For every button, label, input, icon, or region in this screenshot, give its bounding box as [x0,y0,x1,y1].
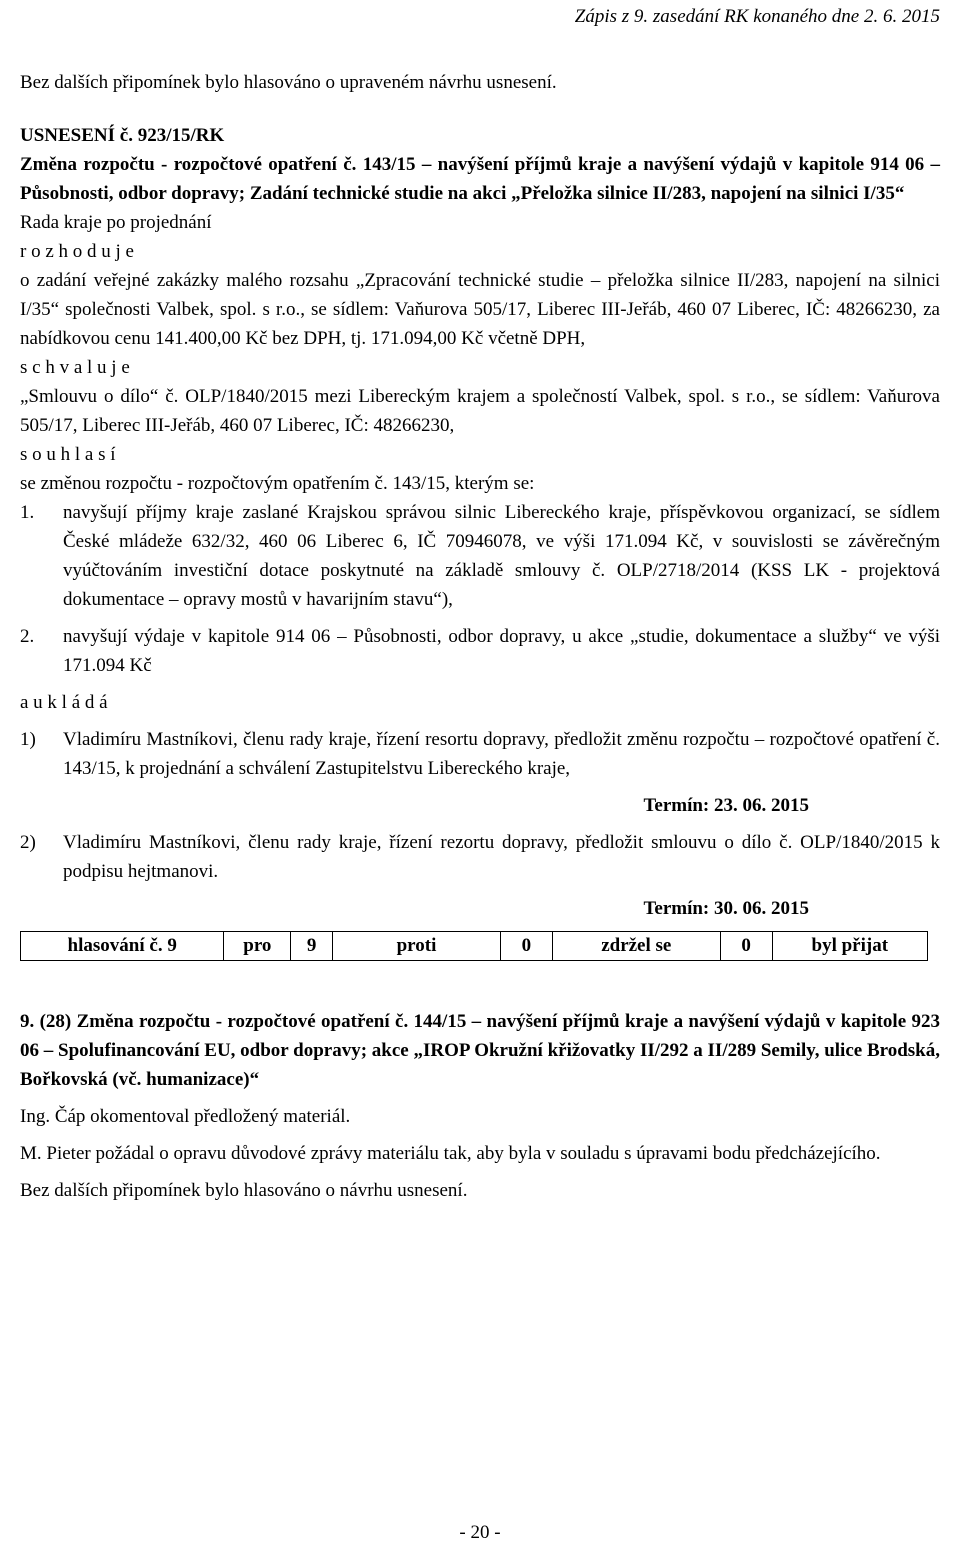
vote-table [20,931,928,961]
vote-cell-for-count: 9 [291,932,333,961]
vote-cell-against-count: 0 [500,932,552,961]
list-item-number: 1. [20,502,35,523]
vote-cell-against-label: proti [332,932,500,961]
list-item-text: navyšují výdaje v kapitole 914 06 – Působnosti, odbor dopravy, u akce „studie, dokumentace a služby“ ve výši 171.094 Kč [63,626,940,676]
decides-text: o zadání veřejné zakázky malého rozsahu „Zpracování technické studie – přeložka silnice II/283, napojení na silnici I/35“ společnosti Valbek, spol. s r.o., se sídlem: Vaňurova 505/17, Liberec III-Jeřáb, 460 07 Liberec, IČ: 48266230, za nabídkovou cenu 141.400,00 Kč bez DPH, tj. 171.094,00 Kč včetně DPH, [20,270,940,349]
agrees-label: s o u h l a s í [20,444,116,465]
agrees-text: se změnou rozpočtu - rozpočtovým opatřením č. 143/15, kterým se: [20,473,535,494]
task-number: 2) [20,832,36,853]
task-text: Vladimíru Mastníkovi, členu rady kraje, řízení resortu dopravy, předložit změnu rozpočtu – rozpočtové opatření č. 143/15, k projednání a schválení Zastupitelstvu Libereckého kraje, [63,729,940,779]
resolution-title: Změna rozpočtu - rozpočtové opatření č. 143/15 – navýšení příjmů kraje a navýšení výdajů v kapitole 914 06 – Působnosti, odbor dopravy; Zadání technické studie na akci „Přeložka silnice II/283, napojení na silnici I/35“ [20,154,940,204]
vote-cell-result: byl přijat [772,932,927,961]
task-deadline: Termín: 23. 06. 2015 [643,795,809,816]
task-deadline: Termín: 30. 06. 2015 [643,898,809,919]
list-item-text: navyšují příjmy kraje zaslané Krajskou správou silnic Libereckého kraje, příspěvkovou organizací, se sídlem České mládeže 632/32, 460 06 Liberec 6, IČ 70946078, ve výši 171.094 Kč, v souvislosti se závěrečným vyúčtováním investiční dotace poskytnuté na základě smlouvy č. OLP/2718/2014 (KSS LK - projektová dokumentace – opravy mostů v havarijním stavu“), [63,502,940,610]
approves-text: „Smlouvu o dílo“ č. OLP/1840/2015 mezi Libereckým krajem a společností Valbek, spol. s r.o., se sídlem: Vaňurova 505/17, Liberec III-Jeřáb, 460 07 Liberec, IČ: 48266230, [20,386,940,436]
assigns-label: a u k l á d á [20,692,108,713]
page-header: Zápis z 9. zasedání RK konaného dne 2. 6. 2015 [574,6,940,27]
council-text: Rada kraje po projednání [20,212,212,233]
list-item [20,622,940,680]
task-item [20,828,940,886]
vote-cell-abstain-label: zdržel se [552,932,720,961]
task-number: 1) [20,729,36,750]
intro-vote-text: Bez dalších připomínek bylo hlasováno o upraveném návrhu usnesení. [20,72,557,93]
document-body [20,68,940,1205]
vote-cell-label: hlasování č. 9 [21,932,224,961]
page-number: - 20 - [459,1522,501,1543]
agenda-title: 9. (28) Změna rozpočtu - rozpočtové opatření č. 144/15 – navýšení příjmů kraje a navýšení výdajů v kapitole 923 06 – Spolufinancování EU, odbor dopravy; akce „IROP Okružní křižovatky II/292 a II/289 Semily, ulice Brodská, Bořkovská (vč. humanizace)“ [20,1011,940,1090]
task-item [20,725,940,783]
approves-label: s c h v a l u j e [20,357,130,378]
decides-label: r o z h o d u j e [20,241,134,262]
table-row [21,932,928,961]
agenda-comment: Ing. Čáp okomentoval předložený materiál. [20,1106,351,1127]
vote-cell-for-label: pro [224,932,291,961]
task-text: Vladimíru Mastníkovi, členu rady kraje, řízení rezortu dopravy, předložit smlouvu o dílo č. OLP/1840/2015 k podpisu hejtmanovi. [63,832,940,882]
vote-cell-abstain-count: 0 [720,932,772,961]
agenda-final-vote: Bez dalších připomínek bylo hlasováno o návrhu usnesení. [20,1180,468,1201]
list-item-number: 2. [20,626,35,647]
resolution-number: USNESENÍ č. 923/15/RK [20,125,225,146]
agenda-request: M. Pieter požádal o opravu důvodové zprávy materiálu tak, aby byla v souladu s úpravami bodu předcházejícího. [20,1143,881,1164]
list-item [20,498,940,614]
